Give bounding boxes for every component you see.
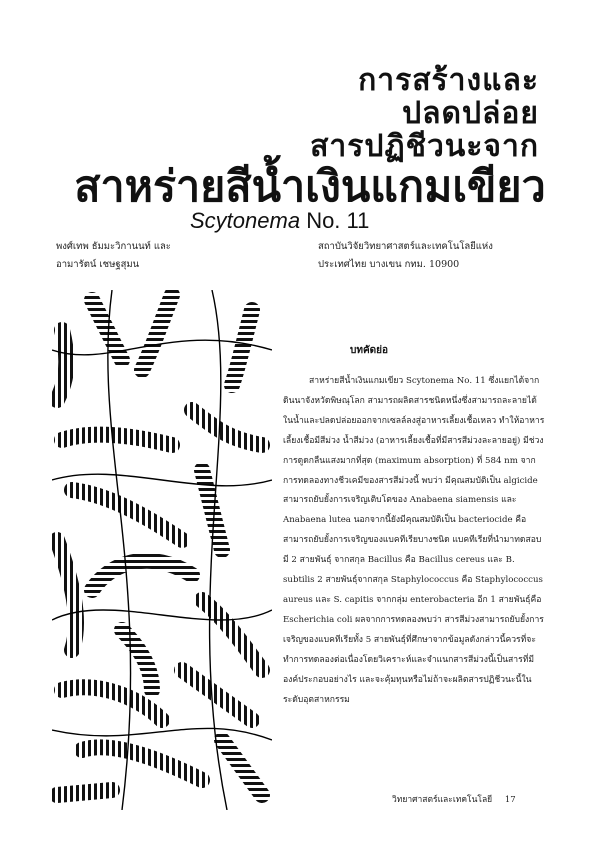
organism-name [190, 208, 369, 234]
page-number: 17 [504, 795, 516, 805]
organism-strain: No. 11 [306, 208, 370, 233]
title-line-1: การสร้างและ [358, 63, 539, 98]
abstract-paragraph: สาหร่ายสีน้ำเงินแกมเขียว Scytonema No. 11 ซึ่งแยกได้จากดินนาจังหวัดพิษณุโลก สามารถผลิตสารชนิดหนึ่งซึ่งสามารถละลายได้ในน้ำและปลดปล่อยออกจากเซลล์ลงสู่อาหารเลี้ยงเชื้อเหลว ทำให้อาหารเลี้ยงเชื้อมีสีม่วง น้ำสีม่วง (อาหารเลี้ยงเชื้อที่มีสารสีม่วงละลายอยู่) มีช่วงการดูดกลืนแสงมากที่สุด (maximum absorption) ที่ 584 nm จากการทดลองทางชีวเคมีของสารสีม่วงนี้ พบว่า มีคุณสมบัติเป็น algicide สามารถยับยั้งการเจริญเติบโตของ Anabaena siamensis และ Anabaena lutea นอกจากนี้ยังมีคุณสมบัติเป็น bacteriocide คือ สามารถยับยั้งการเจริญของแบคทีเรียบางชนิด แบคทีเรียที่นำมาทดสอบมี 2 สายพันธุ์ จากสกุล Bacillus คือ Bacillus cereus และ B. subtilis 2 สายพันธุ์จากสกุล Staphylococcus คือ Staphylococcus aureus และ S. capitis จากกลุ่ม enterobacteria อีก 1 สายพันธุ์คือ Escherichia coli ผลจากการทดลองพบว่า สารสีม่วงสามารถยับยั้งการเจริญของแบคทีเรียทั้ง 5 สายพันธุ์ที่ศึกษาจากข้อมูลดังกล่าวนี้ควรที่จะทำการทดลองต่อเนื่องโดยวิเคราะห์และจำแนกสารสีม่วงนี้เป็นสารที่มีองค์ประกอบอย่างไร และจะคุ้มทุนหรือไม่ถ้าจะผลิตสารปฏิชีวนะนี้ในระดับอุตสาหกรรม [283, 376, 545, 705]
title-line-3: สารปฏิชีวนะจาก [310, 129, 539, 164]
cyanobacteria-filaments-illustration [52, 290, 272, 810]
abstract-body [283, 372, 546, 710]
affiliation-line-1: สถาบันวิจัยวิทยาศาสตร์และเทคโนโลยีแห่ง [318, 241, 493, 252]
title-main: สาหร่ายสีน้ำเงินแกมเขียว [74, 162, 546, 212]
organism-genus: Scytonema [190, 208, 301, 233]
author-line-2: อามารัตน์ เชษฐสุมน [56, 259, 140, 270]
page-footer [392, 792, 516, 806]
author-line-1: พงศ์เทพ ธัมมะวิกานนท์ และ [56, 241, 171, 252]
title-line-2: ปลดปล่อย [402, 96, 539, 131]
abstract-heading: บทคัดย่อ [350, 345, 388, 356]
journal-name: วิทยาศาสตร์และเทคโนโลยี [392, 795, 493, 805]
affiliation-line-2: ประเทศไทย บางเขน กทม. 10900 [318, 259, 460, 270]
